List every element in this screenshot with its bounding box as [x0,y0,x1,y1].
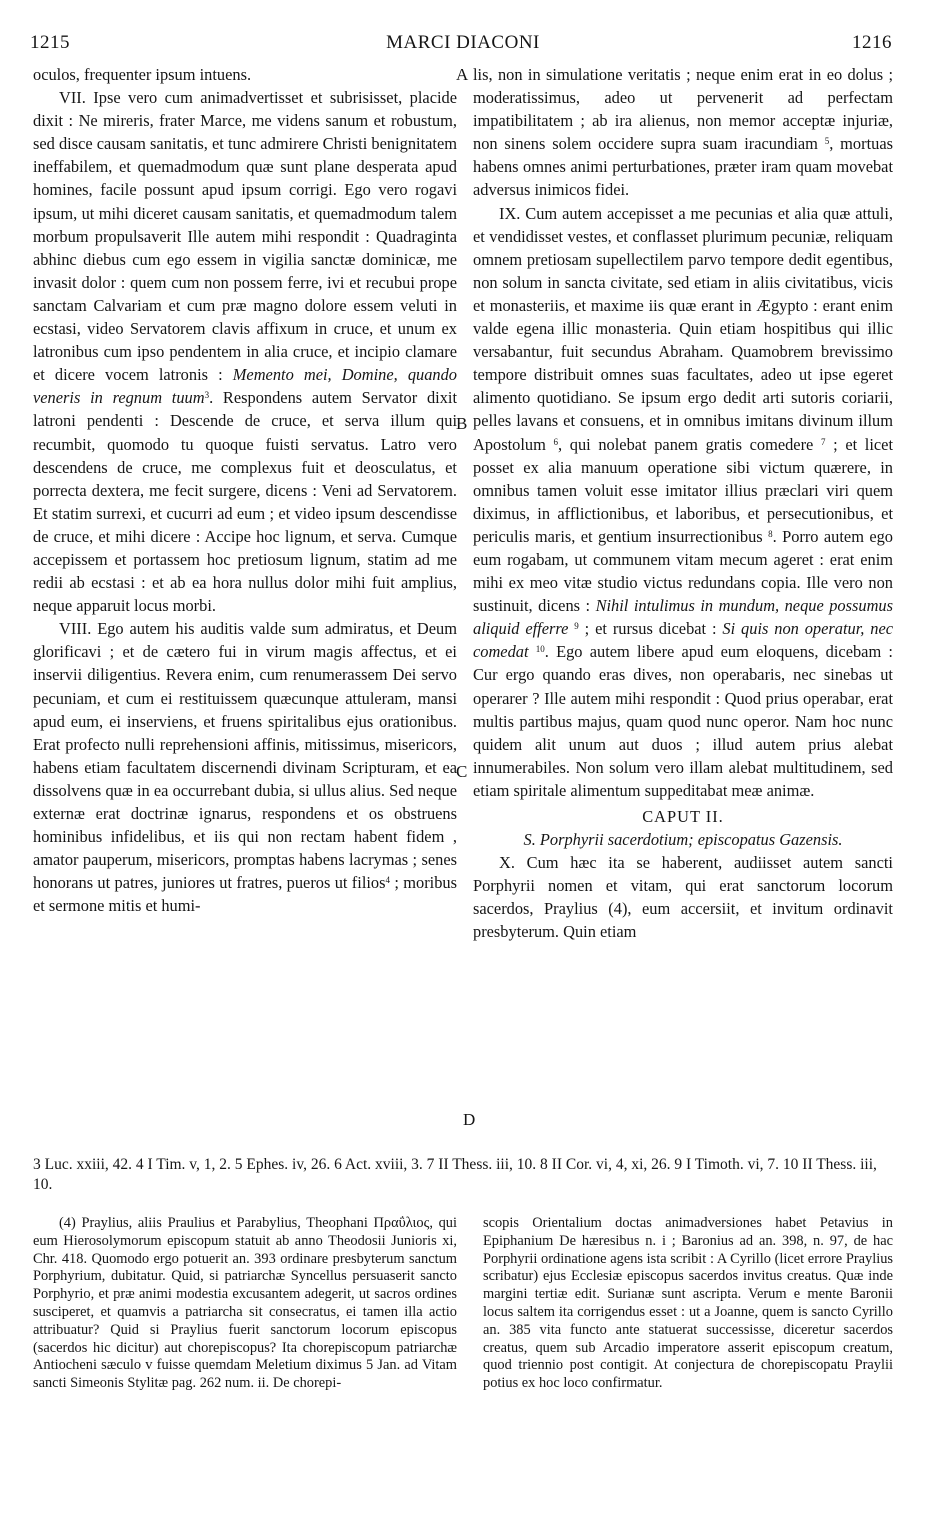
page-number-right: 1216 [852,32,892,53]
footnote-ref: 9 [574,621,579,632]
footnote-ref: 10 [535,644,545,655]
paragraph-continuation: oculos, frequenter ipsum intuens. [33,65,252,84]
chapter-subtitle: S. Porphyrii sacerdotium; episcopatus Gazensis. [523,830,843,850]
paragraph-viii: VIII. Ego autem his auditis valde sum admiratus, et Deum glorificavi ; et de cætero fui in virum magis affectus, et ei inservii diligentius. Revera enim, cum renumerassem Dei servo pecuniam, et cum ei restituissem quæcunque attuleram, mansi apud eum, ei inserviens, et fruens spiritalibus ejus orationibus. Erat profecto nulli reprehensioni affinis, mitissimus, misericors, habens etiam facultatem discernendi divinam Scripturam, et ea dissolvens quæ in ea occurrebant dubia, si ullus alius. Sed neque externæ erat doctrinæ ignarus, respondens et os obstruens hominibus infidelibus, et iis qui non rectam habent fidem , amator pauperum, misericors, promptas habens lacrymas ; senes honorans ut patres, juniores ut fratres, pueros ut filios$^4$ ; moribus et sermone mitis et humi- [33,619,457,916]
margin-marker-c: C [456,762,468,781]
footnote-ref: 8 [768,528,773,539]
footnote-ref: 3 [204,390,210,401]
footnote-ref: 5 [824,136,830,147]
left-column [33,63,457,917]
scripture-quote: Nihil intulimus in mundum, neque possumus aliquid efferre [473,596,893,639]
scripture-quote: Memento mei, Domine, quando veneris in regnum tuum [33,365,457,408]
editor-note-right [483,1215,893,1393]
chapter-heading: CAPUT II. [642,807,724,826]
paragraph-ix: IX. Cum autem accepisset a me pecunias et alia quæ attuli, et vendidisset vestes, et conflasset plurimum pecuniæ, reliquam omnem pretiosam supellectilem parvo tempore dedit egentibus, non solum in sancta civitate, sed etiam in aliis civitatibus, vicis et monasteriis, et maxime iis quæ erant in Ægypto : erant enim valde egena illic monasteria. Quin etiam hospitibus qui illic versabantur, fuit secundus Abraham. Quamobrem brevissimo tempore distribuit omnes suas facultates, adeo ut ipse egeret alimento quotidiano. Se ipsum ergo dedit arti sutoris coriarii, pelles lavans et consuens, et in omnibus imitans divinum illum Apostolum $^6$, qui nolebat panem gratis comedere $^7$ ; et licet posset ex alia manuum operatione sibi victum quærere, in omnibus tamen voluit esse imitator illius præclari viri quem diximus, in afflictionibus, et laboribus, et persecutionibus, et periculis maris, et gentium insurrectionibus $^8$. Porro autem ego eum rogabam, ut communem vitam mecum ageret : erat enim mihi ex meo vitæ studio victus redundans copia. Ille vero non sustinuit, dicens : Nihil intulimus in mundum, neque possumus aliquid efferre $^9$ ; et rursus dicebat : Si quis non operatur, nec comedat $^{10}$. Ego autem libere apud eum eloquens, dicebam : Cur ergo quando eras dives, non operabaris, nec sinebas ut operarer ? Ille autem mihi respondit : Quod prius operabar, erat multis partibus majus, quam quod nunc operor. Nam hoc nunc quidem alit unum aut duos ; illud autem prius alebat innumerabiles. Non solum vero illam alebat multitudinem, sed etiam spiritale alimentum suppeditabat meæ animæ. [473,203,894,800]
editor-note-left [33,1215,457,1393]
editor-note-text: scopis Orientalium doctas animadversiones habet Petavius in Epiphanium De hæresibus n. i ; Baronius ad an. 398, n. 97, de hac Porphyrii ordinatione agens ista scribit : A Cyrillo (licet errore Praylius scribatur) ejus Ecclesiæ episcopus sacerdos invitus creatus. Quæ inde margini tertiæ edit. Surianæ sunt ascripta. Verum e mente Baronii locus saltem ita corrigendus esset : ut a Joanne, quem is sancto Cyrillo an. 385 vita functo ante statuerat successisse, diceretur sacerdos creatus, quem sub Arcadio imperatore asserit episcopum creatum, quod triennio post contigit. At conjectura de chorepiscopatu Praylii potius ex hoc loco confirmatur. [483,1215,893,1392]
right-column [473,63,893,944]
paragraph-x: X. Cum hæc ita se haberent, audiisset autem sancti Porphyrii nomen et vitam, qui erat sanctorum locorum sacerdos, Praylius (4), eum accersiit, et invitum ordinavit presbyterum. Quin etiam [473,853,893,942]
paragraph-vii: VII. Ipse vero cum animadvertisset et subrisisset, placide dixit : Ne mireris, frater Marce, me videns sanum et robustum, sed disce causam sanitatis, et tunc admirere Christi benignitatem ineffabilem, et quemadmodum quæ sunt plane desperata apud homines, facile possunt apud ipsum corrigi. Ego vero rogavi ipsum, ut mihi diceret causam sanitatis, et quemadmodum talem morbum propulsaverit Ille autem mihi respondit : Quadraginta abhinc diebus cum ego essem in vigilia sanctæ dominicæ, me invasit dolor : quem cum non possem ferre, ivi et recubui prope sanctam Calvariam et cum præ magno dolore essem veluti in ecstasi, video Servatorem clavis affixum in cruce, et unum ex latronibus cum ipso pendentem in alia cruce, et incipio clamare et dicere vocem latronis : Memento mei, Domine, quando veneris in regnum tuum$^3$. Respondens autem Servator dixit latroni pendenti : Descende de cruce, et serva illum qui recumbit, quomodo tu quoque fuisti servatus. Latro vero descendens de cruce, me complexus fuit et deosculatus, et porrecta dextera, me fecit surgere, dicens : Veni ad Servatorem. Et statim surrexi, et cucurri ad eum ; et video ipsum descendisse de cruce, et mihi dicere : Accipe hoc lignum, et serva. Cumque accepissem et portassem hoc pretiosum lignum, statim ad me redii ab ecstasi : et ab ea hora nullus dolor mihi fuit amplius, neque apparuit locus morbi. [33,88,457,616]
paragraph-continuation: lis, non in simulatione veritatis ; neque enim erat in eo dolus ; moderatissimus, adeo ut pervenerit ad perfectam impatibilitatem ; ab ira alienus, non memor acceptæ injuriæ, non sinens solem occidere supra suam iracundiam $^5$, mortuas habens omnes animi perturbationes, præter iram quam movebat adversus inimicos fidei. [473,65,893,200]
footnote-ref: 7 [820,436,826,447]
margin-marker-a: A [456,65,469,84]
margin-marker-d: D [463,1110,476,1129]
editor-note-text: (4) Praylius, aliis Praulius et Parabylius, Theophani Πραΰλιος, qui eum Hierosolymorum episcopum statuit ab anno Theodosii Junioris xi, Chr. 418. Quomodo ergo potuerit an. 393 ordinare presbyterum sanctum Porphyrium, dubitatur. Quid, si patriarchæ Syncellus persuaserit sancto Porphyrio, et præ animi modestia excusantem adegerit, ut sacros ordines susciperet, et quamvis a patriarcha sit consecratus, ei tamen illa actio attribuatur? Quid si Praylius fuerit sanctorum locorum episcopus (sacerdos hic dicitur) aut chorepiscopus? Ita chorepiscopum patriarchæ Antiocheni sæculo v fuisse quemdam Meletium diximus 5 Jan. ad Vitam sancti Simeonis Stylitæ pag. 262 num. ii. De chorepi- [33,1215,457,1392]
scripture-footnotes: 3 Luc. xxiii, 42. 4 I Tim. v, 1, 2. 5 Ephes. iv, 26. 6 Act. xviii, 3. 7 II Thess. iii, 10. 8 II Cor. vi, 4, xi, 26. 9 I Timoth. vi, 7. 10 II Thess. iii, 10. [33,1156,877,1193]
footnote-ref: 4 [385,875,391,886]
footnote-ref: 6 [553,436,559,447]
page-number-left: 1215 [30,32,70,53]
scripture-quote: Si quis non operatur, nec comedat [473,619,893,662]
margin-marker-b: B [456,414,468,433]
running-title: MARCI DIACONI [386,32,540,53]
